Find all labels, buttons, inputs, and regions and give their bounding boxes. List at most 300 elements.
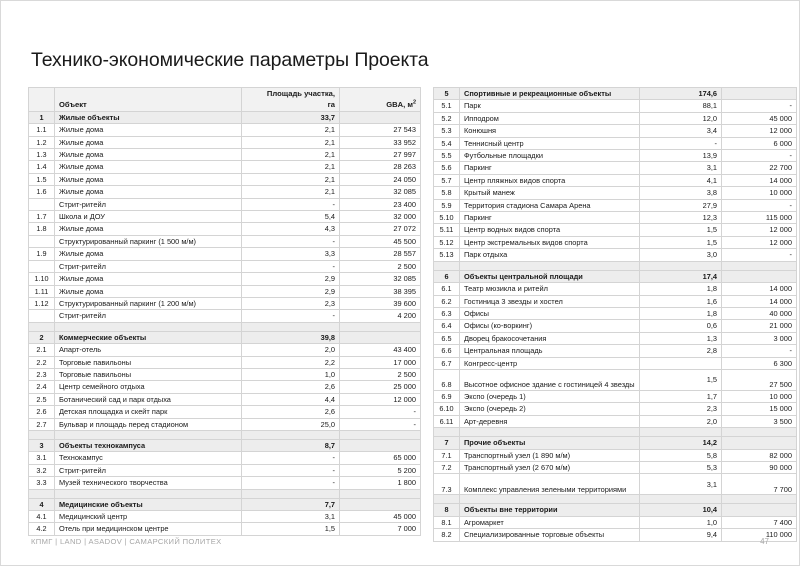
row-number: 2.1 (29, 344, 55, 356)
row-plot-area: 1,0 (242, 368, 340, 380)
column-header-object: Объект (55, 88, 242, 112)
row-gba (340, 331, 421, 343)
row-number: 2.6 (29, 406, 55, 418)
row-gba: 65 000 (340, 452, 421, 464)
row-gba: 2 500 (340, 260, 421, 272)
row-object-name: Жилые дома (55, 186, 242, 198)
row-object-name: Стрит-ритейл (55, 260, 242, 272)
row-gba: 10 000 (722, 390, 797, 402)
row-gba (722, 88, 797, 100)
row-object-name: Медицинские объекты (55, 498, 242, 510)
row-gba: 110 000 (722, 529, 797, 541)
table-row (434, 529, 797, 541)
row-object-name: Жилые дома (55, 161, 242, 173)
row-number: 5.6 (434, 162, 460, 174)
table-spacer-row (29, 322, 421, 331)
table-row (29, 523, 421, 535)
row-number (29, 198, 55, 210)
row-plot-area: 2,9 (242, 285, 340, 297)
row-gba: 2 500 (340, 368, 421, 380)
row-number: 3.1 (29, 452, 55, 464)
row-object-name: Жилые дома (55, 173, 242, 185)
row-object-name: Конюшня (460, 125, 640, 137)
row-number: 1.5 (29, 173, 55, 185)
row-plot-area: 174,6 (640, 88, 722, 100)
table-row (434, 357, 797, 369)
row-gba: 28 557 (340, 248, 421, 260)
row-plot-area: 2,2 (242, 356, 340, 368)
table-row (29, 173, 421, 185)
spacer-cell (722, 428, 797, 437)
spacer-cell (55, 430, 242, 439)
row-number: 1.7 (29, 211, 55, 223)
row-plot-area: 3,1 (640, 474, 722, 495)
table-row (434, 125, 797, 137)
row-plot-area: 14,2 (640, 437, 722, 449)
table-row (29, 235, 421, 247)
row-number: 5.4 (434, 137, 460, 149)
row-object-name: Конгресс-центр (460, 357, 640, 369)
row-object-name: Парк (460, 100, 640, 112)
row-number: 5.8 (434, 187, 460, 199)
row-object-name: Музей технического творчества (55, 477, 242, 489)
row-gba: 3 000 (722, 332, 797, 344)
row-gba: 32 000 (340, 211, 421, 223)
table-row (29, 310, 421, 322)
row-gba: 12 000 (340, 393, 421, 405)
row-plot-area: 2,1 (242, 186, 340, 198)
spacer-cell (460, 495, 640, 504)
row-plot-area: - (242, 260, 340, 272)
row-number: 1.12 (29, 297, 55, 309)
row-object-name: Паркинг (460, 212, 640, 224)
row-gba: 43 400 (340, 344, 421, 356)
table-row (434, 332, 797, 344)
table-row (29, 344, 421, 356)
spacer-cell (55, 489, 242, 498)
table-row (434, 100, 797, 112)
row-gba: 7 000 (340, 523, 421, 535)
row-number: 6.7 (434, 357, 460, 369)
row-number: 5 (434, 88, 460, 100)
row-plot-area: 5,8 (640, 449, 722, 461)
row-plot-area: - (242, 198, 340, 210)
row-gba: 7 400 (722, 516, 797, 528)
table-row (434, 199, 797, 211)
row-object-name: Транспортный узел (2 670 м/м) (460, 461, 640, 473)
row-gba (340, 498, 421, 510)
table-row (29, 285, 421, 297)
row-plot-area: 1,3 (640, 332, 722, 344)
row-gba: 6 000 (722, 137, 797, 149)
row-gba: - (722, 150, 797, 162)
row-number (29, 310, 55, 322)
row-object-name: Жилые дома (55, 285, 242, 297)
row-object-name: Жилые дома (55, 223, 242, 235)
table-header-row (29, 88, 421, 112)
row-object-name: Дворец бракосочетания (460, 332, 640, 344)
table-group-row (434, 504, 797, 516)
row-plot-area: 5,4 (242, 211, 340, 223)
row-number: 5.3 (434, 125, 460, 137)
row-gba: - (722, 199, 797, 211)
row-object-name: Коммерческие объекты (55, 331, 242, 343)
row-object-name: Футбольные площадки (460, 150, 640, 162)
row-plot-area: - (640, 137, 722, 149)
row-number: 6.9 (434, 390, 460, 402)
table-row (29, 124, 421, 136)
row-number: 8.2 (434, 529, 460, 541)
row-object-name: Транспортный узел (1 890 м/м) (460, 449, 640, 461)
spacer-cell (640, 495, 722, 504)
row-number: 2.5 (29, 393, 55, 405)
row-object-name: Стрит-ритейл (55, 198, 242, 210)
table-row (29, 260, 421, 272)
row-plot-area (640, 357, 722, 369)
row-number: 5.13 (434, 249, 460, 261)
row-plot-area: 1,6 (640, 295, 722, 307)
table-row (434, 415, 797, 427)
spacer-cell (722, 495, 797, 504)
spacer-cell (460, 428, 640, 437)
row-object-name: Жилые дома (55, 136, 242, 148)
row-plot-area: 2,0 (640, 415, 722, 427)
table-row (29, 452, 421, 464)
row-object-name: Спортивные и рекреационные объекты (460, 88, 640, 100)
row-object-name: Офисы (460, 307, 640, 319)
spacer-cell (242, 430, 340, 439)
left-table-body (29, 111, 421, 535)
row-number: 7 (434, 437, 460, 449)
row-object-name: Торговые павильоны (55, 356, 242, 368)
table-spacer-row (434, 428, 797, 437)
row-number: 6.10 (434, 403, 460, 415)
table-row (29, 464, 421, 476)
table-row (29, 248, 421, 260)
spacer-cell (722, 261, 797, 270)
table-row (29, 136, 421, 148)
table-row (29, 381, 421, 393)
table-group-row (434, 88, 797, 100)
table-row (434, 320, 797, 332)
row-object-name: Центр семейного отдыха (55, 381, 242, 393)
table-row (434, 307, 797, 319)
table-row (434, 137, 797, 149)
row-plot-area: 2,0 (242, 344, 340, 356)
row-gba: 12 000 (722, 236, 797, 248)
row-object-name: Медицинский центр (55, 511, 242, 523)
row-gba: 38 395 (340, 285, 421, 297)
row-plot-area: 3,8 (640, 187, 722, 199)
row-gba: - (722, 345, 797, 357)
row-plot-area: 13,9 (640, 150, 722, 162)
row-number: 5.10 (434, 212, 460, 224)
table-row (434, 212, 797, 224)
row-plot-area: 33,7 (242, 111, 340, 123)
row-number: 1.10 (29, 273, 55, 285)
table-row (434, 150, 797, 162)
row-plot-area: 8,7 (242, 439, 340, 451)
row-gba: 10 000 (722, 187, 797, 199)
row-gba (722, 270, 797, 282)
row-gba: 32 085 (340, 273, 421, 285)
row-object-name: Территория стадиона Самара Арена (460, 199, 640, 211)
row-gba: 1 800 (340, 477, 421, 489)
table-row (434, 174, 797, 186)
spacer-cell (640, 428, 722, 437)
row-number: 3.3 (29, 477, 55, 489)
row-plot-area: 25,0 (242, 418, 340, 430)
table-row (29, 149, 421, 161)
row-object-name: Жилые дома (55, 248, 242, 260)
row-plot-area: 3,1 (242, 511, 340, 523)
table-spacer-row (29, 430, 421, 439)
row-gba: 45 000 (722, 112, 797, 124)
right-parameters-table (433, 87, 797, 542)
row-gba: 82 000 (722, 449, 797, 461)
table-row (434, 449, 797, 461)
row-plot-area: 2,6 (242, 381, 340, 393)
row-gba: 5 200 (340, 464, 421, 476)
row-object-name: Ипподром (460, 112, 640, 124)
row-plot-area: 3,4 (640, 125, 722, 137)
row-number: 4.1 (29, 511, 55, 523)
row-number: 2.4 (29, 381, 55, 393)
row-number: 2.7 (29, 418, 55, 430)
row-number (29, 260, 55, 272)
spacer-cell (242, 489, 340, 498)
row-object-name: Агромаркет (460, 516, 640, 528)
table-row (29, 273, 421, 285)
table-row (29, 356, 421, 368)
row-gba: 15 000 (722, 403, 797, 415)
row-plot-area: 12,3 (640, 212, 722, 224)
table-row (29, 161, 421, 173)
spacer-cell (434, 428, 460, 437)
table-spacer-row (29, 489, 421, 498)
table-row (29, 393, 421, 405)
row-object-name: Прочие объекты (460, 437, 640, 449)
row-number: 7.3 (434, 474, 460, 495)
row-gba (340, 111, 421, 123)
row-gba: 32 085 (340, 186, 421, 198)
row-number: 8 (434, 504, 460, 516)
row-gba: 23 400 (340, 198, 421, 210)
row-plot-area: 2,1 (242, 161, 340, 173)
table-row (29, 198, 421, 210)
table-row (434, 283, 797, 295)
row-gba: 4 200 (340, 310, 421, 322)
row-object-name: Жилые дома (55, 124, 242, 136)
table-row (29, 511, 421, 523)
row-number: 6.2 (434, 295, 460, 307)
table-row (434, 162, 797, 174)
spacer-cell (29, 489, 55, 498)
row-plot-area: 9,4 (640, 529, 722, 541)
row-object-name: Экспо (очередь 1) (460, 390, 640, 402)
row-plot-area: - (242, 235, 340, 247)
row-plot-area: 1,0 (640, 516, 722, 528)
row-object-name: Объекты центральной площади (460, 270, 640, 282)
row-number: 4.2 (29, 523, 55, 535)
row-object-name: Центр пляжных видов спорта (460, 174, 640, 186)
row-number: 1.11 (29, 285, 55, 297)
row-number: 2 (29, 331, 55, 343)
row-object-name: Центр водных видов спорта (460, 224, 640, 236)
row-number (29, 235, 55, 247)
row-object-name: Экспо (очередь 2) (460, 403, 640, 415)
row-gba: 12 000 (722, 224, 797, 236)
row-object-name: Офисы (ко-воркинг) (460, 320, 640, 332)
table-row (434, 187, 797, 199)
row-plot-area: 4,3 (242, 223, 340, 235)
spacer-cell (55, 322, 242, 331)
table-row (434, 390, 797, 402)
table-row (29, 406, 421, 418)
row-object-name: Апарт-отель (55, 344, 242, 356)
row-gba: 14 000 (722, 295, 797, 307)
table-spacer-row (434, 495, 797, 504)
row-gba: 39 600 (340, 297, 421, 309)
row-plot-area: 2,3 (640, 403, 722, 415)
row-plot-area: 4,4 (242, 393, 340, 405)
row-gba (722, 504, 797, 516)
row-number: 1.8 (29, 223, 55, 235)
table-row (29, 297, 421, 309)
row-plot-area: 7,7 (242, 498, 340, 510)
row-number: 1.2 (29, 136, 55, 148)
row-gba: 27 543 (340, 124, 421, 136)
spacer-cell (29, 430, 55, 439)
row-number: 5.12 (434, 236, 460, 248)
row-plot-area: 4,1 (640, 174, 722, 186)
row-number: 6.11 (434, 415, 460, 427)
row-number: 1.6 (29, 186, 55, 198)
row-gba: 45 500 (340, 235, 421, 247)
row-gba: 24 050 (340, 173, 421, 185)
row-gba: 28 263 (340, 161, 421, 173)
spacer-cell (242, 322, 340, 331)
row-object-name: Стрит-ритейл (55, 464, 242, 476)
row-number: 1.3 (29, 149, 55, 161)
row-plot-area: 1,5 (640, 369, 722, 390)
row-gba: 27 997 (340, 149, 421, 161)
row-plot-area: - (242, 464, 340, 476)
row-object-name: Отель при медицинском центре (55, 523, 242, 535)
page-number: 47 (760, 537, 769, 546)
table-group-row (29, 498, 421, 510)
row-number: 4 (29, 498, 55, 510)
row-gba: 40 000 (722, 307, 797, 319)
table-row (434, 369, 797, 390)
table-group-row (29, 331, 421, 343)
row-gba: 25 000 (340, 381, 421, 393)
row-object-name: Жилые дома (55, 273, 242, 285)
row-object-name: Высотное офисное здание с гостиницей 4 звезды (460, 369, 640, 390)
row-number: 1.1 (29, 124, 55, 136)
row-object-name: Жилые дома (55, 149, 242, 161)
row-object-name: Технокампус (55, 452, 242, 464)
row-number: 6.8 (434, 369, 460, 390)
table-row (29, 211, 421, 223)
row-plot-area: - (242, 310, 340, 322)
row-object-name: Паркинг (460, 162, 640, 174)
row-object-name: Жилые объекты (55, 111, 242, 123)
row-plot-area: 2,1 (242, 149, 340, 161)
row-plot-area: 2,1 (242, 136, 340, 148)
row-gba: - (722, 100, 797, 112)
table-row (29, 223, 421, 235)
row-number: 1.9 (29, 248, 55, 260)
table-group-row (434, 437, 797, 449)
table-row (29, 186, 421, 198)
table-row (434, 295, 797, 307)
table-group-row (434, 270, 797, 282)
row-number: 3 (29, 439, 55, 451)
row-object-name: Структурированный паркинг (1 200 м/м) (55, 297, 242, 309)
left-table-header (29, 88, 421, 112)
table-row (434, 516, 797, 528)
row-object-name: Стрит-ритейл (55, 310, 242, 322)
row-object-name: Объекты технокампуса (55, 439, 242, 451)
row-object-name: Арт-деревня (460, 415, 640, 427)
row-gba: 45 000 (340, 511, 421, 523)
row-gba: - (340, 418, 421, 430)
row-plot-area: 39,8 (242, 331, 340, 343)
row-gba: 33 952 (340, 136, 421, 148)
row-object-name: Школа и ДОУ (55, 211, 242, 223)
row-plot-area: 88,1 (640, 100, 722, 112)
spacer-cell (434, 261, 460, 270)
row-number: 6.3 (434, 307, 460, 319)
row-object-name: Парк отдыха (460, 249, 640, 261)
row-object-name: Центральная площадь (460, 345, 640, 357)
row-object-name: Гостиница 3 звезды и хостел (460, 295, 640, 307)
row-gba: 21 000 (722, 320, 797, 332)
table-row (434, 474, 797, 495)
spacer-cell (460, 261, 640, 270)
row-gba: 27 072 (340, 223, 421, 235)
row-plot-area: - (242, 452, 340, 464)
row-object-name: Театр мюзикла и ритейл (460, 283, 640, 295)
row-plot-area: 2,1 (242, 173, 340, 185)
row-plot-area: 1,8 (640, 307, 722, 319)
right-table-body (434, 88, 797, 542)
row-number: 5.7 (434, 174, 460, 186)
table-row (434, 461, 797, 473)
row-gba (722, 437, 797, 449)
row-plot-area: 17,4 (640, 270, 722, 282)
footer-credits: КПМГ | LAND | ASADOV | САМАРСКИЙ ПОЛИТЕХ (31, 537, 222, 546)
column-header-gba (340, 88, 421, 112)
row-plot-area: 27,9 (640, 199, 722, 211)
row-number: 5.11 (434, 224, 460, 236)
row-gba (340, 439, 421, 451)
table-group-row (29, 111, 421, 123)
row-plot-area: 2,3 (242, 297, 340, 309)
row-number: 5.9 (434, 199, 460, 211)
spacer-cell (340, 430, 421, 439)
row-number: 1.4 (29, 161, 55, 173)
row-gba: 27 500 (722, 369, 797, 390)
row-gba: 22 700 (722, 162, 797, 174)
row-plot-area: 0,6 (640, 320, 722, 332)
column-header-number (29, 88, 55, 112)
row-object-name: Теннисный центр (460, 137, 640, 149)
table-row (434, 403, 797, 415)
table-row (434, 249, 797, 261)
row-plot-area: - (242, 477, 340, 489)
